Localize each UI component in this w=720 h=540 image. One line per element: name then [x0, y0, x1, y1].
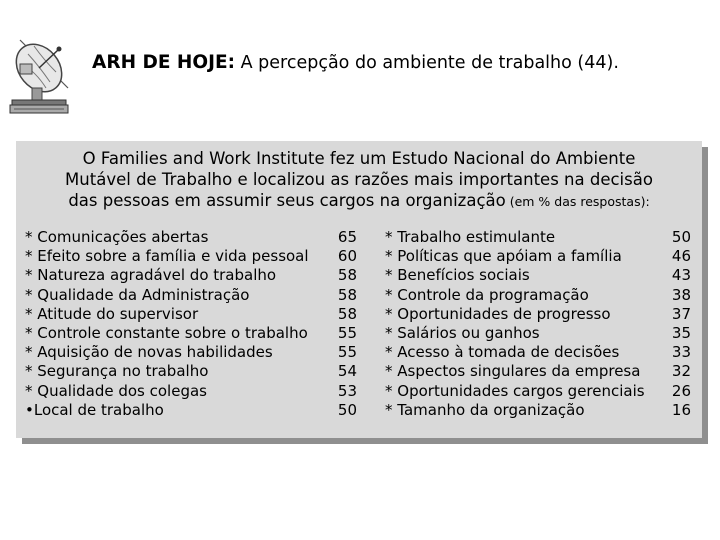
list-item-value: 58: [337, 266, 357, 285]
list-item-value: 16: [671, 400, 691, 419]
list-item-value: 54: [337, 362, 357, 381]
list-item-label: * Natureza agradável do trabalho: [25, 266, 277, 285]
intro-line-2: Mutável de Trabalho e localizou as razões mais importantes na decisão: [65, 170, 653, 189]
list-item: [25, 324, 357, 343]
page-title-strong: ARH DE HOJE:: [92, 52, 236, 73]
list-item-value: 58: [337, 285, 357, 304]
list-item: [385, 305, 691, 324]
list-item: [385, 286, 691, 305]
list-item: [385, 228, 691, 247]
list-item-label: * Oportunidades de progresso: [385, 304, 611, 323]
list-item-value: 46: [671, 247, 691, 266]
left-reasons-list: [25, 228, 357, 420]
list-item-value: 50: [671, 228, 691, 246]
list-item-label: * Aquisição de novas habilidades: [25, 343, 273, 362]
list-item-label: * Aspectos singulares da empresa: [385, 362, 641, 381]
list-item-value: 58: [337, 304, 357, 323]
list-item: [385, 382, 691, 401]
list-item: [385, 324, 691, 343]
list-item-label: * Políticas que apóiam a família: [385, 247, 622, 266]
list-item: [25, 228, 357, 247]
list-item: [385, 343, 691, 362]
list-item-value: 60: [337, 247, 357, 266]
list-item-value: 43: [671, 266, 691, 285]
list-item-label: * Segurança no trabalho: [25, 362, 209, 381]
list-item-label: * Salários ou ganhos: [385, 323, 540, 342]
list-item-label: * Comunicações abertas: [25, 228, 209, 246]
list-item-label: * Benefícios sociais: [385, 266, 530, 285]
list-item-label: •Local de trabalho: [25, 400, 164, 419]
list-item: [25, 266, 357, 285]
list-item-label: * Atitude do supervisor: [25, 304, 199, 323]
list-item-value: 26: [671, 381, 691, 400]
list-item-label: * Acesso à tomada de decisões: [385, 343, 620, 362]
list-item: [25, 382, 357, 401]
intro-line-3-main: das pessoas em assumir seus cargos na organização: [68, 191, 506, 210]
list-item: [385, 401, 691, 420]
list-item: [385, 266, 691, 285]
list-item: [25, 362, 357, 381]
list-item-value: 55: [337, 343, 357, 362]
list-item: [25, 343, 357, 362]
list-item-value: 32: [671, 362, 691, 381]
list-item-label: * Trabalho estimulante: [385, 228, 556, 246]
right-reasons-list: [385, 228, 691, 420]
list-item: [385, 362, 691, 381]
intro-line-1: O Families and Work Institute fez um Estudo Nacional do Ambiente: [82, 149, 636, 168]
content-box: [16, 141, 702, 438]
list-item-value: 55: [337, 323, 357, 342]
list-item-label: * Qualidade dos colegas: [25, 381, 207, 400]
list-item-label: * Controle da programação: [385, 285, 589, 304]
list-item-value: 37: [671, 304, 691, 323]
list-item-label: * Efeito sobre a família e vida pessoal: [25, 247, 309, 266]
list-item-label: * Qualidade da Administração: [25, 285, 250, 304]
list-item-value: 53: [337, 381, 357, 400]
list-item-value: 50: [337, 400, 357, 419]
list-item: [385, 247, 691, 266]
intro-line-3: [16, 190, 702, 212]
list-item-label: * Tamanho da organização: [385, 400, 585, 419]
page-title: [92, 52, 712, 73]
satellite-dish-icon: [6, 36, 72, 118]
list-item-value: 33: [671, 343, 691, 362]
list-item-value: 35: [671, 323, 691, 342]
list-item: [25, 247, 357, 266]
list-item: [25, 305, 357, 324]
page-title-rest: A percepção do ambiente de trabalho (44).: [235, 53, 619, 73]
list-item-value: 38: [671, 285, 691, 304]
list-item: [25, 401, 357, 420]
list-item-label: * Controle constante sobre o trabalho: [25, 323, 308, 342]
list-item-label: * Oportunidades cargos gerenciais: [385, 381, 645, 400]
intro-text: [16, 148, 702, 212]
list-item-value: 65: [337, 228, 357, 246]
list-item: [25, 286, 357, 305]
intro-note: (em % das respostas):: [505, 194, 650, 209]
